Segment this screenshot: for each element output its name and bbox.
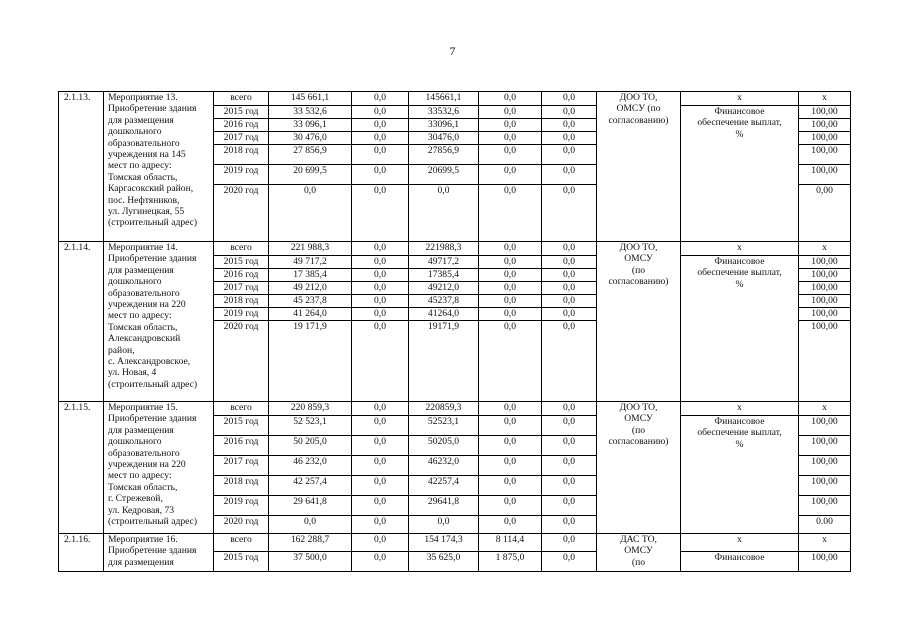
federal-cell: 0,0 — [352, 269, 409, 282]
executor-cell: ДАС ТО, ОМСУ (по — [597, 534, 681, 572]
total-cell: 49 717,2 — [269, 256, 352, 269]
total-cell: 42 257,4 — [269, 476, 352, 496]
regional-cell: 27856,9 — [409, 145, 479, 165]
indicator-cell: Финансовое — [681, 552, 799, 572]
regional-cell: 49717,2 — [409, 256, 479, 269]
year-cell: 2018 год — [214, 295, 269, 308]
regional-cell: 154 174,3 — [409, 534, 479, 552]
local-cell: 0,0 — [479, 456, 542, 476]
total-cell: 19 171,9 — [269, 321, 352, 402]
total-cell: 45 237,8 — [269, 295, 352, 308]
local-cell: 0,0 — [479, 185, 542, 242]
federal-cell: 0,0 — [352, 282, 409, 295]
indicator-x-cell: х — [681, 92, 799, 106]
regional-cell: 45237,8 — [409, 295, 479, 308]
year-cell: 2018 год — [214, 476, 269, 496]
extra-cell: 0,0 — [542, 119, 597, 132]
value-cell: х — [799, 92, 851, 106]
federal-cell: 0,0 — [352, 416, 409, 436]
extra-cell: 0,0 — [542, 185, 597, 242]
page-number: 7 — [449, 44, 456, 58]
extra-cell: 0,0 — [542, 516, 597, 534]
extra-cell: 0,0 — [542, 92, 597, 106]
total-cell: 41 264,0 — [269, 308, 352, 321]
value-cell: 100,00 — [799, 321, 851, 402]
regional-cell: 41264,0 — [409, 308, 479, 321]
event-code: 2.1.15. — [59, 402, 104, 534]
federal-cell: 0,0 — [352, 516, 409, 534]
regional-cell: 30476,0 — [409, 132, 479, 145]
federal-cell: 0,0 — [352, 295, 409, 308]
regional-cell: 35 625,0 — [409, 552, 479, 572]
regional-cell: 46232,0 — [409, 456, 479, 476]
extra-cell: 0,0 — [542, 436, 597, 456]
value-cell: 100,00 — [799, 496, 851, 516]
local-cell: 0,0 — [479, 242, 542, 256]
extra-cell: 0,0 — [542, 496, 597, 516]
federal-cell: 0,0 — [352, 308, 409, 321]
value-cell: х — [799, 534, 851, 552]
value-cell: 100,00 — [799, 256, 851, 269]
local-cell: 0,0 — [479, 516, 542, 534]
local-cell: 0,0 — [479, 402, 542, 416]
federal-cell: 0,0 — [352, 476, 409, 496]
value-cell: 100,00 — [799, 106, 851, 119]
extra-cell: 0,0 — [542, 416, 597, 436]
federal-cell: 0,0 — [352, 496, 409, 516]
local-cell: 0,0 — [479, 416, 542, 436]
event-code: 2.1.13. — [59, 92, 104, 242]
indicator-x-cell: х — [681, 534, 799, 552]
local-cell: 0,0 — [479, 496, 542, 516]
year-cell: 2020 год — [214, 516, 269, 534]
regional-cell: 0,0 — [409, 185, 479, 242]
local-cell: 0,0 — [479, 106, 542, 119]
regional-cell: 17385,4 — [409, 269, 479, 282]
regional-cell: 33532,6 — [409, 106, 479, 119]
event-code: 2.1.16. — [59, 534, 104, 572]
federal-cell: 0,0 — [352, 185, 409, 242]
federal-cell: 0,0 — [352, 242, 409, 256]
regional-cell: 50205,0 — [409, 436, 479, 456]
extra-cell: 0,0 — [542, 552, 597, 572]
indicator-cell: Финансовое обеспечение выплат, % — [681, 256, 799, 402]
federal-cell: 0,0 — [352, 165, 409, 185]
total-cell: 33 532,6 — [269, 106, 352, 119]
year-cell: 2017 год — [214, 132, 269, 145]
executor-cell: ДОО ТО, ОМСУ (по согласованию) — [597, 242, 681, 402]
year-cell: 2020 год — [214, 321, 269, 402]
extra-cell: 0,0 — [542, 402, 597, 416]
extra-cell: 0,0 — [542, 456, 597, 476]
federal-cell: 0,0 — [352, 534, 409, 552]
total-cell: 30 476,0 — [269, 132, 352, 145]
value-cell: 100,00 — [799, 456, 851, 476]
table-row — [59, 534, 851, 552]
extra-cell: 0,0 — [542, 242, 597, 256]
total-cell: 46 232,0 — [269, 456, 352, 476]
local-cell: 0,0 — [479, 165, 542, 185]
local-cell: 0,0 — [479, 321, 542, 402]
federal-cell: 0,0 — [352, 92, 409, 106]
value-cell: 100,00 — [799, 416, 851, 436]
local-cell: 0,0 — [479, 295, 542, 308]
value-cell: 100,00 — [799, 552, 851, 572]
year-cell: 2015 год — [214, 552, 269, 572]
table-row — [59, 92, 851, 106]
regional-cell: 220859,3 — [409, 402, 479, 416]
total-cell: 50 205,0 — [269, 436, 352, 456]
total-cell: 17 385,4 — [269, 269, 352, 282]
regional-cell: 145661,1 — [409, 92, 479, 106]
federal-cell: 0,0 — [352, 119, 409, 132]
event-name: Мероприятие 14. Приобретение здания для размещения дошкольного образовательного учреждения на 220 мест по адресу: Томская область, Александровский район, с. Александровское, ул. Новая, 4 (строительный адрес) — [104, 242, 214, 402]
extra-cell: 0,0 — [542, 106, 597, 119]
regional-cell: 42257,4 — [409, 476, 479, 496]
indicator-cell: Финансовое обеспечение выплат, % — [681, 416, 799, 534]
value-cell: 100,00 — [799, 165, 851, 185]
value-cell: 100,00 — [799, 308, 851, 321]
value-cell: 100,00 — [799, 436, 851, 456]
value-cell: 100,00 — [799, 119, 851, 132]
table-row — [59, 242, 851, 256]
year-cell: всего — [214, 92, 269, 106]
value-cell: 100,00 — [799, 145, 851, 165]
table-row — [59, 402, 851, 416]
year-cell: всего — [214, 242, 269, 256]
total-cell: 162 288,7 — [269, 534, 352, 552]
regional-cell: 29641,8 — [409, 496, 479, 516]
federal-cell: 0,0 — [352, 436, 409, 456]
value-cell: 100,00 — [799, 132, 851, 145]
total-cell: 27 856,9 — [269, 145, 352, 165]
indicator-x-cell: х — [681, 402, 799, 416]
total-cell: 0,0 — [269, 516, 352, 534]
value-cell: х — [799, 402, 851, 416]
value-cell: 100,00 — [799, 269, 851, 282]
federal-cell: 0,0 — [352, 321, 409, 402]
event-name: Мероприятие 16. Приобретение здания для размещения — [104, 534, 214, 572]
local-cell: 0,0 — [479, 145, 542, 165]
year-cell: всего — [214, 534, 269, 552]
total-cell: 220 859,3 — [269, 402, 352, 416]
year-cell: 2020 год — [214, 185, 269, 242]
event-code: 2.1.14. — [59, 242, 104, 402]
event-name: Мероприятие 15. Приобретение здания для размещения дошкольного образовательного учреждения на 220 мест по адресу: Томская область, г. Стрежевой, ул. Кедровая, 73 (строительный адрес) — [104, 402, 214, 534]
year-cell: 2015 год — [214, 106, 269, 119]
local-cell: 0,0 — [479, 436, 542, 456]
executor-cell: ДОО ТО, ОМСУ (по согласованию) — [597, 402, 681, 534]
total-cell: 33 096,1 — [269, 119, 352, 132]
local-cell: 0,0 — [479, 256, 542, 269]
value-cell: 0.00 — [799, 516, 851, 534]
extra-cell: 0,0 — [542, 308, 597, 321]
year-cell: 2015 год — [214, 416, 269, 436]
total-cell: 29 641,8 — [269, 496, 352, 516]
value-cell: 100,00 — [799, 282, 851, 295]
year-cell: 2015 год — [214, 256, 269, 269]
local-cell: 0,0 — [479, 282, 542, 295]
local-cell: 1 875,0 — [479, 552, 542, 572]
extra-cell: 0,0 — [542, 165, 597, 185]
indicator-cell: Финансовое обеспечение выплат, % — [681, 106, 799, 242]
regional-cell: 0,0 — [409, 516, 479, 534]
value-cell: х — [799, 242, 851, 256]
event-name: Мероприятие 13. Приобретение здания для размещения дошкольного образовательного учреждения на 145 мест по адресу: Томская область, Каргасокский район, пос. Нефтяников, ул. Лугинецкая, 55 (строительный адрес) — [104, 92, 214, 242]
year-cell: 2016 год — [214, 436, 269, 456]
value-cell: 0,00 — [799, 185, 851, 242]
extra-cell: 0,0 — [542, 269, 597, 282]
federal-cell: 0,0 — [352, 402, 409, 416]
year-cell: 2019 год — [214, 165, 269, 185]
regional-cell: 33096,1 — [409, 119, 479, 132]
total-cell: 145 661,1 — [269, 92, 352, 106]
total-cell: 37 500,0 — [269, 552, 352, 572]
executor-cell: ДОО ТО, ОМСУ (по согласованию) — [597, 92, 681, 242]
year-cell: 2018 год — [214, 145, 269, 165]
regional-cell: 20699,5 — [409, 165, 479, 185]
federal-cell: 0,0 — [352, 552, 409, 572]
federal-cell: 0,0 — [352, 256, 409, 269]
regional-cell: 49212,0 — [409, 282, 479, 295]
total-cell: 0,0 — [269, 185, 352, 242]
program-table — [58, 91, 851, 572]
total-cell: 52 523,1 — [269, 416, 352, 436]
extra-cell: 0,0 — [542, 534, 597, 552]
extra-cell: 0,0 — [542, 321, 597, 402]
extra-cell: 0,0 — [542, 295, 597, 308]
extra-cell: 0,0 — [542, 132, 597, 145]
year-cell: 2016 год — [214, 269, 269, 282]
extra-cell: 0,0 — [542, 476, 597, 496]
year-cell: 2019 год — [214, 496, 269, 516]
indicator-x-cell: х — [681, 242, 799, 256]
total-cell: 20 699,5 — [269, 165, 352, 185]
local-cell: 0,0 — [479, 132, 542, 145]
local-cell: 0,0 — [479, 92, 542, 106]
extra-cell: 0,0 — [542, 145, 597, 165]
regional-cell: 19171,9 — [409, 321, 479, 402]
regional-cell: 221988,3 — [409, 242, 479, 256]
year-cell: 2016 год — [214, 119, 269, 132]
federal-cell: 0,0 — [352, 106, 409, 119]
federal-cell: 0,0 — [352, 145, 409, 165]
total-cell: 221 988,3 — [269, 242, 352, 256]
local-cell: 0,0 — [479, 119, 542, 132]
year-cell: 2017 год — [214, 456, 269, 476]
total-cell: 49 212,0 — [269, 282, 352, 295]
year-cell: всего — [214, 402, 269, 416]
federal-cell: 0,0 — [352, 456, 409, 476]
year-cell: 2017 год — [214, 282, 269, 295]
regional-cell: 52523,1 — [409, 416, 479, 436]
local-cell: 0,0 — [479, 269, 542, 282]
local-cell: 0,0 — [479, 476, 542, 496]
value-cell: 100,00 — [799, 295, 851, 308]
extra-cell: 0,0 — [542, 282, 597, 295]
local-cell: 8 114,4 — [479, 534, 542, 552]
extra-cell: 0,0 — [542, 256, 597, 269]
local-cell: 0,0 — [479, 308, 542, 321]
year-cell: 2019 год — [214, 308, 269, 321]
federal-cell: 0,0 — [352, 132, 409, 145]
value-cell: 100,00 — [799, 476, 851, 496]
